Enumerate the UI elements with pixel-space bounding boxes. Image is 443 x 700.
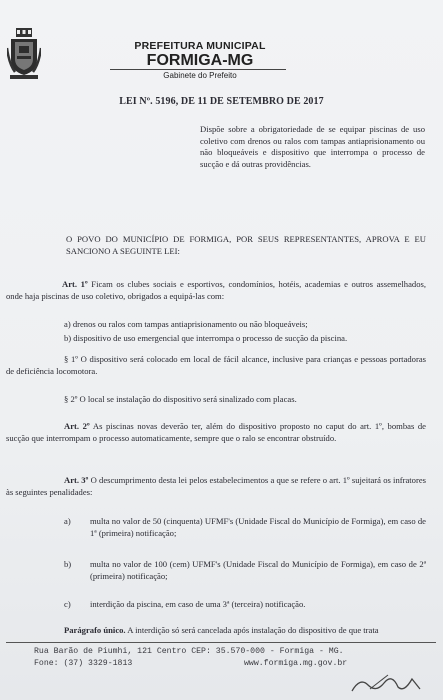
preamble-first-line: [66, 233, 426, 257]
header-divider: [110, 69, 286, 70]
coat-of-arms-icon: [7, 28, 41, 80]
law-ementa: Dispõe sobre a obrigatoriedade de se equipar piscinas de uso coletivo com drenos ou ralos com tampas antiaprisionamento ou não bloqueáveis e dispositivo que interrompa o processo de sucção e dá outras providências.: [200, 124, 425, 169]
article-3-letter-b: b): [64, 559, 72, 569]
footer-website: www.formiga.mg.gov.br: [244, 659, 348, 668]
article-1-label: Art. 1º: [62, 279, 88, 289]
article-3: [6, 474, 426, 498]
article-3-item-a: multa no valor de 50 (cinquenta) UFMF's (Unidade Fiscal do Município de Formiga), em caso de 1ª (primeira) notificação;: [90, 516, 426, 539]
article-2: [6, 420, 426, 444]
signature-mark: [340, 667, 430, 697]
law-title: LEI Nº. 5196, DE 11 DE SETEMBRO DE 2017: [119, 96, 324, 107]
preamble-text: O POVO DO MUNICÍPIO DE FORMIGA, POR SEUS REPRESENTANTES, APROVA E EU SANCIONO A SEGUINTE LEI:: [66, 234, 426, 257]
article-1-paragraph-2: § 2º O local se instalação do dispositivo será sinalizado com placas.: [64, 394, 297, 404]
article-3-text: O descumprimento desta lei pelos estabelecimentos a que se refere o art. 1º sujeitará os infratores às seguintes penalidades:: [6, 475, 426, 498]
paragrafo-unico-text: A interdição só será cancelada após instalação do dispositivo de que trata: [125, 625, 379, 635]
article-3-item-b: multa no valor de 100 (cem) UFMF's (Unidade Fiscal do Município de Formiga), em caso de 2ª (primeira) notificação;: [90, 559, 426, 582]
footer-phone: Fone: (37) 3329-1813: [34, 659, 133, 668]
article-3-letter-a: a): [64, 516, 71, 526]
article-1-item-a: a) drenos ou ralos com tampas antiaprisionamento ou não bloqueáveis;: [64, 319, 308, 329]
article-3-item-c: interdição da piscina, em caso de uma 3ª (terceira) notificação.: [90, 599, 306, 609]
article-2-label: Art. 2º: [64, 421, 90, 431]
footer-divider: [6, 642, 436, 643]
article-3-letter-c: c): [64, 599, 71, 609]
footer-address: Rua Barão de Piumhi, 121 Centro CEP: 35.570-000 - Formiga - MG.: [34, 647, 344, 656]
article-3-label: Art. 3º: [64, 475, 89, 485]
article-1-text: Ficam os clubes sociais e esportivos, condomínios, hotéis, academias e outros assemelhados, onde haja piscinas de uso coletivo, obrigados a equipá-las com:: [6, 279, 426, 302]
paragrafo-unico: [64, 624, 436, 636]
office-subheading: Gabinete do Prefeito: [163, 71, 237, 80]
article-1-paragraph-1: § 1º O dispositivo será colocado em local de fácil alcance, inclusive para crianças e pessoas portadoras de deficiência locomotora.: [6, 354, 426, 377]
city-heading: FORMIGA-MG: [146, 52, 254, 69]
article-1: [6, 278, 426, 302]
prefeitura-heading: PREFEITURA MUNICIPAL: [134, 40, 266, 52]
paragrafo-unico-label: Parágrafo único.: [64, 625, 126, 635]
article-2-text: As piscinas novas deverão ter, além do dispositivo proposto no caput do art. 1º, bombas de sucção que interrompam o processo automaticamente, sempre que o ralo se encontrar obstruído.: [6, 421, 426, 444]
article-1-item-b: b) dispositivo de uso emergencial que interrompa o processo de sucção da piscina.: [64, 333, 348, 343]
